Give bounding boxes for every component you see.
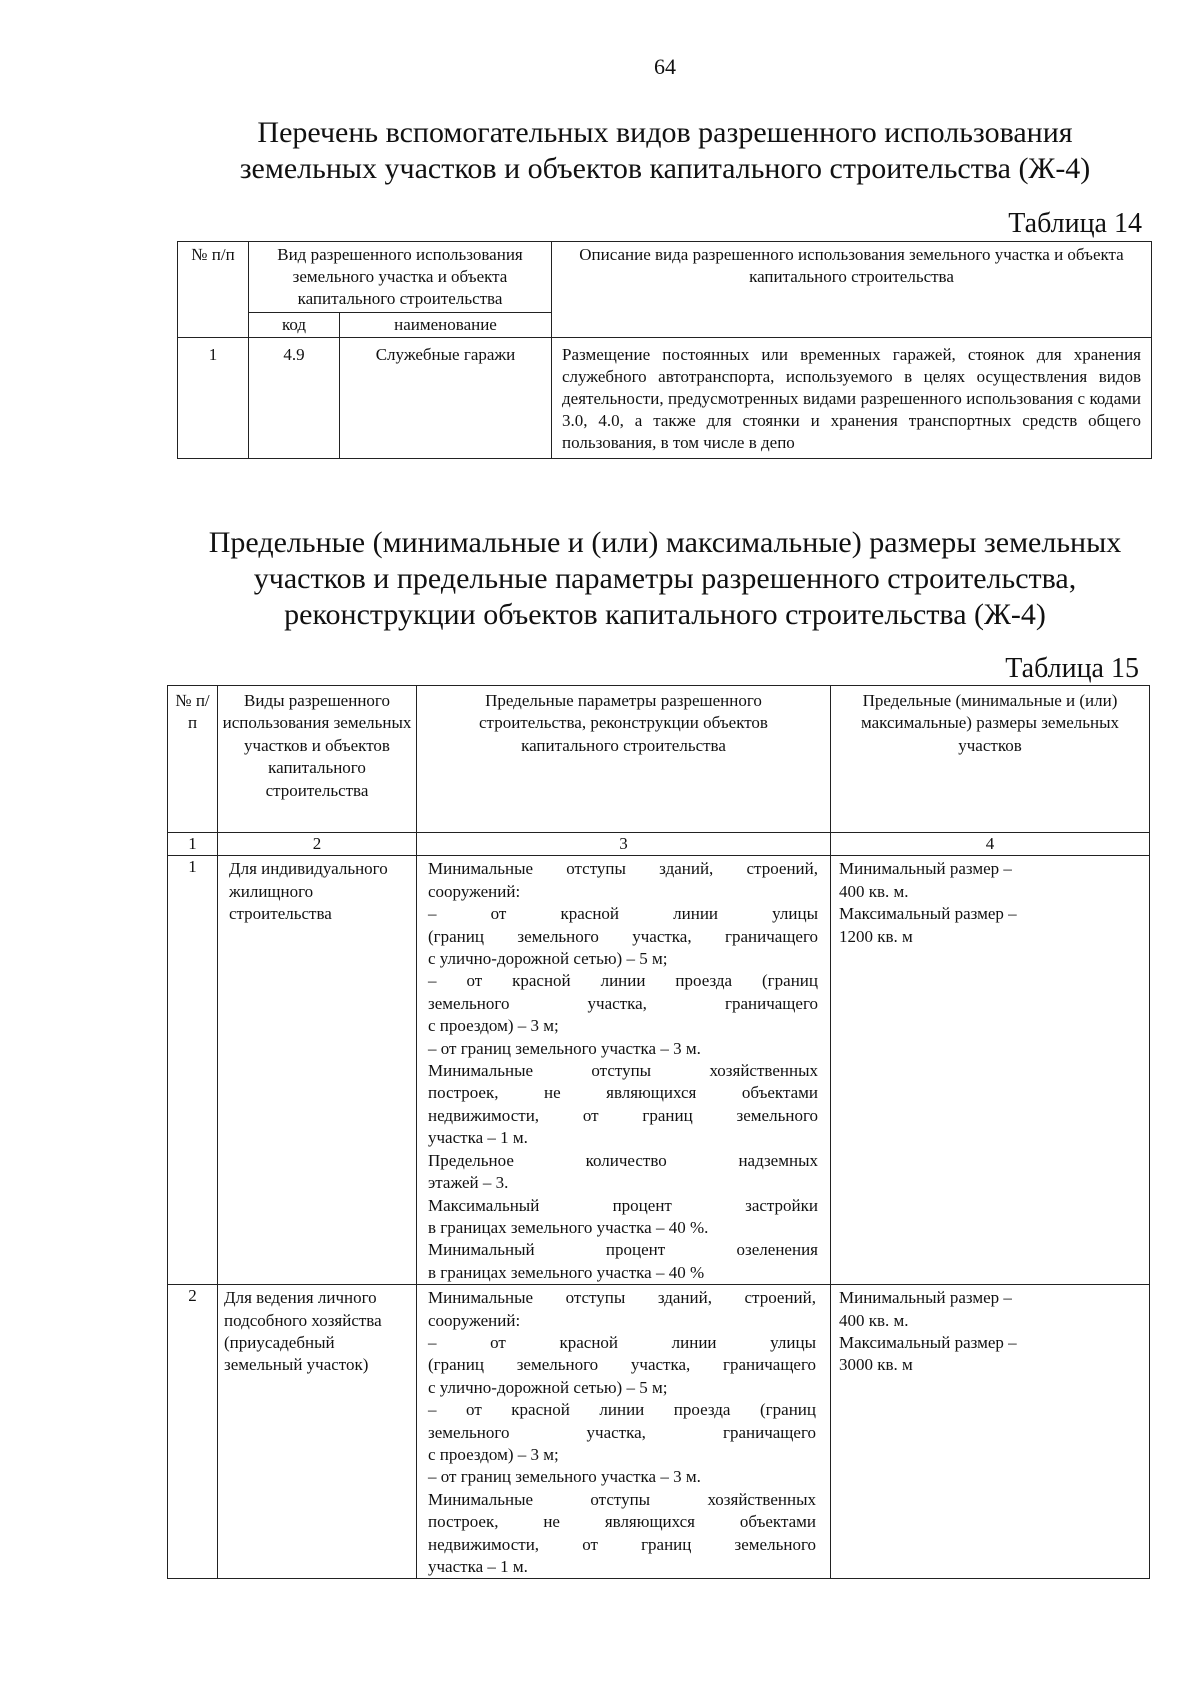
row-name: Служебные гаражи	[340, 338, 552, 459]
section-title-line-2: земельных участков и объектов капитального строительства (Ж-4)	[239, 152, 1091, 185]
cell-line: Минимальный процент озеленения	[428, 1240, 818, 1260]
cell-line: недвижимости, от границ земельного	[428, 1105, 818, 1125]
cell-line: 400 кв. м.	[839, 881, 909, 901]
header-desc: Описание вида разрешенного использования земельного участка и объекта капитального строительства	[552, 242, 1152, 338]
row-params	[417, 1285, 831, 1579]
cell-line: с проездом) – 3 м;	[428, 1016, 559, 1036]
row-sizes	[831, 856, 1150, 1285]
cell-line: – от границ земельного участка – 3 м.	[428, 1038, 701, 1058]
section-title-2-line-3: реконструкции объектов капитального строительства (Ж-4)	[284, 598, 1046, 631]
section-title-2-line-2: участков и предельные параметры разрешенного строительства,	[253, 562, 1077, 595]
table-row	[168, 1285, 1150, 1579]
col-number: 2	[218, 833, 417, 856]
row-num: 1	[168, 856, 218, 1285]
cell-line: земельного участка, граничащего	[428, 993, 818, 1013]
row-vid: Для ведения личного подсобного хозяйства (приусадебный земельный участок)	[218, 1285, 417, 1579]
cell-line: в границах земельного участка – 40 %.	[428, 1217, 709, 1237]
cell-line: участка – 1 м.	[428, 1557, 528, 1576]
cell-line: 400 кв. м.	[839, 1310, 909, 1330]
cell-line: 3000 кв. м	[839, 1355, 913, 1375]
row-num: 2	[168, 1285, 218, 1579]
page-number: 64	[654, 54, 676, 79]
cell-line: построек, не являющихся объектами	[428, 1083, 818, 1103]
cell-line: Минимальные отступы зданий, строений,	[428, 859, 818, 879]
col-number: 4	[831, 833, 1150, 856]
col-number: 3	[417, 833, 831, 856]
table-15	[167, 685, 1150, 1579]
cell-line: построек, не являющихся объектами	[428, 1512, 816, 1532]
section-title-line-1: Перечень вспомогательных видов разрешенного использования	[257, 116, 1073, 149]
cell-line: в границах земельного участка – 40 %	[428, 1262, 705, 1282]
row-desc: Размещение постоянных или временных гаражей, стоянок для хранения служебного автотранспорта, используемого в целях осуществления видов деятельности, предусмотренных видами разрешенного использования с кодами 3.0, 4.0, а также для стоянки и хранения транспортных средств общего пользования, в том числе в депо	[552, 338, 1152, 459]
cell-line: недвижимости, от границ земельного	[428, 1534, 816, 1554]
column-number-row	[168, 833, 1150, 856]
cell-line: сооружений:	[428, 881, 521, 901]
row-num: 1	[178, 338, 249, 459]
cell-line: Максимальный процент застройки	[428, 1195, 818, 1215]
header-params: Предельные параметры разрешенного строительства, реконструкции объектов капитального строительства	[417, 686, 831, 833]
cell-line: Минимальные отступы зданий, строений,	[428, 1288, 816, 1308]
table-14-header-row	[178, 242, 1152, 313]
table-14	[177, 241, 1152, 459]
row-code: 4.9	[249, 338, 340, 459]
header-num: № п/п	[168, 686, 218, 833]
cell-line: Минимальные отступы хозяйственных	[428, 1061, 818, 1081]
table-row	[178, 338, 1152, 459]
cell-line: Максимальный размер –	[839, 904, 1017, 924]
cell-line: сооружений:	[428, 1310, 521, 1330]
row-sizes	[831, 1285, 1150, 1579]
cell-line: – от границ земельного участка – 3 м.	[428, 1467, 701, 1487]
cell-line: Предельное количество надземных	[428, 1150, 818, 1170]
cell-line: Минимальный размер –	[839, 859, 1012, 879]
table-15-header-row	[168, 686, 1150, 833]
cell-line: (границ земельного участка, граничащего	[428, 1355, 816, 1375]
cell-line: с улично-дорожной сетью) – 5 м;	[428, 1377, 668, 1397]
header-sizes: Предельные (минимальные и (или) максимальные) размеры земельных участков	[831, 686, 1150, 833]
cell-line: – от красной линии проезда (границ	[428, 971, 818, 991]
cell-line: Максимальный размер –	[839, 1332, 1017, 1352]
cell-line: с проездом) – 3 м;	[428, 1444, 559, 1464]
table-row	[168, 856, 1150, 1285]
header-code: код	[249, 313, 340, 338]
cell-line: – от красной линии улицы	[428, 1332, 816, 1352]
col-number: 1	[168, 833, 218, 856]
section-title-2-line-1: Предельные (минимальные и (или) максимальные) размеры земельных	[208, 526, 1122, 559]
cell-line: этажей – 3.	[428, 1173, 509, 1193]
header-name: наименование	[340, 313, 552, 338]
header-vid: Виды разрешенного использования земельных участков и объектов капитального строительства	[218, 686, 417, 833]
table-15-label: Таблица 15	[1005, 653, 1139, 684]
cell-line: – от красной линии улицы	[428, 904, 818, 924]
cell-line: 1200 кв. м	[839, 926, 913, 946]
cell-line: Минимальные отступы хозяйственных	[428, 1489, 816, 1509]
cell-line: участка – 1 м.	[428, 1128, 528, 1148]
cell-line: Минимальный размер –	[839, 1288, 1012, 1308]
table-14-label: Таблица 14	[1008, 208, 1142, 239]
row-params	[417, 856, 831, 1285]
cell-line: земельного участка, граничащего	[428, 1422, 816, 1442]
row-vid: Для индивидуального жилищного строительства	[218, 856, 417, 1285]
header-num: № п/п	[178, 242, 249, 338]
header-vid: Вид разрешенного использования земельного участка и объекта капитального строительства	[249, 242, 552, 313]
cell-line: (границ земельного участка, граничащего	[428, 926, 818, 946]
cell-line: – от красной линии проезда (границ	[428, 1400, 816, 1420]
cell-line: с улично-дорожной сетью) – 5 м;	[428, 949, 668, 969]
